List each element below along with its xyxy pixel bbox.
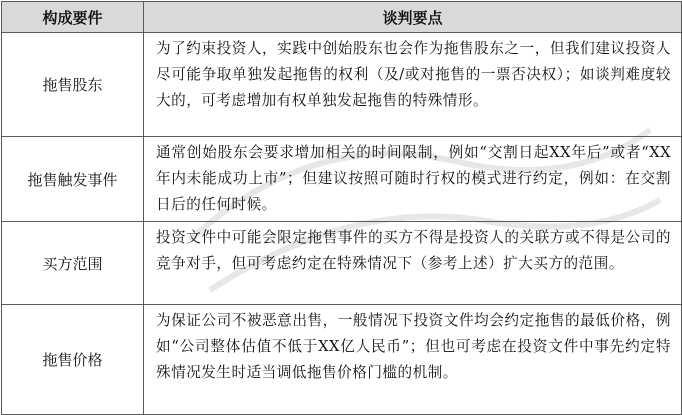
header-negotiation-points: 谈判要点 xyxy=(144,2,682,33)
table-row xyxy=(2,33,682,137)
row-label: 拖售价格 xyxy=(2,305,144,415)
table-row xyxy=(2,222,682,305)
table-row xyxy=(2,137,682,222)
negotiation-points-table xyxy=(1,1,682,415)
row-label: 拖售触发事件 xyxy=(2,137,144,222)
table-header-row xyxy=(2,2,682,33)
row-label: 买方范围 xyxy=(2,222,144,305)
row-content: 为了约束投资人，实践中创始股东也会作为拖售股东之一，但我们建议投资人尽可能争取单独发起拖售的权利（及/或对拖售的一票否决权）；如谈判难度较大的，可考虑增加有权单独发起拖售的特殊情形。 xyxy=(144,33,682,137)
row-content: 为保证公司不被恶意出售，一般情况下投资文件均会约定拖售的最低价格，例如“公司整体估值不低于XX亿人民币”；但也可考虑在投资文件中事先约定特殊情况发生时适当调低拖售价格门槛的机制。 xyxy=(144,305,682,415)
row-content: 投资文件中可能会限定拖售事件的买方不得是投资人的关联方或不得是公司的竞争对手，但可考虑约定在特殊情况下（参考上述）扩大买方的范围。 xyxy=(144,222,682,305)
header-element: 构成要件 xyxy=(2,2,144,33)
row-label: 拖售股东 xyxy=(2,33,144,137)
table-row xyxy=(2,305,682,415)
row-content: 通常创始股东会要求增加相关的时间限制，例如“交割日起XX年后”或者“XX年内未能成功上市”；但建议按照可随时行权的模式进行约定，例如：在交割日后的任何时候。 xyxy=(144,137,682,222)
